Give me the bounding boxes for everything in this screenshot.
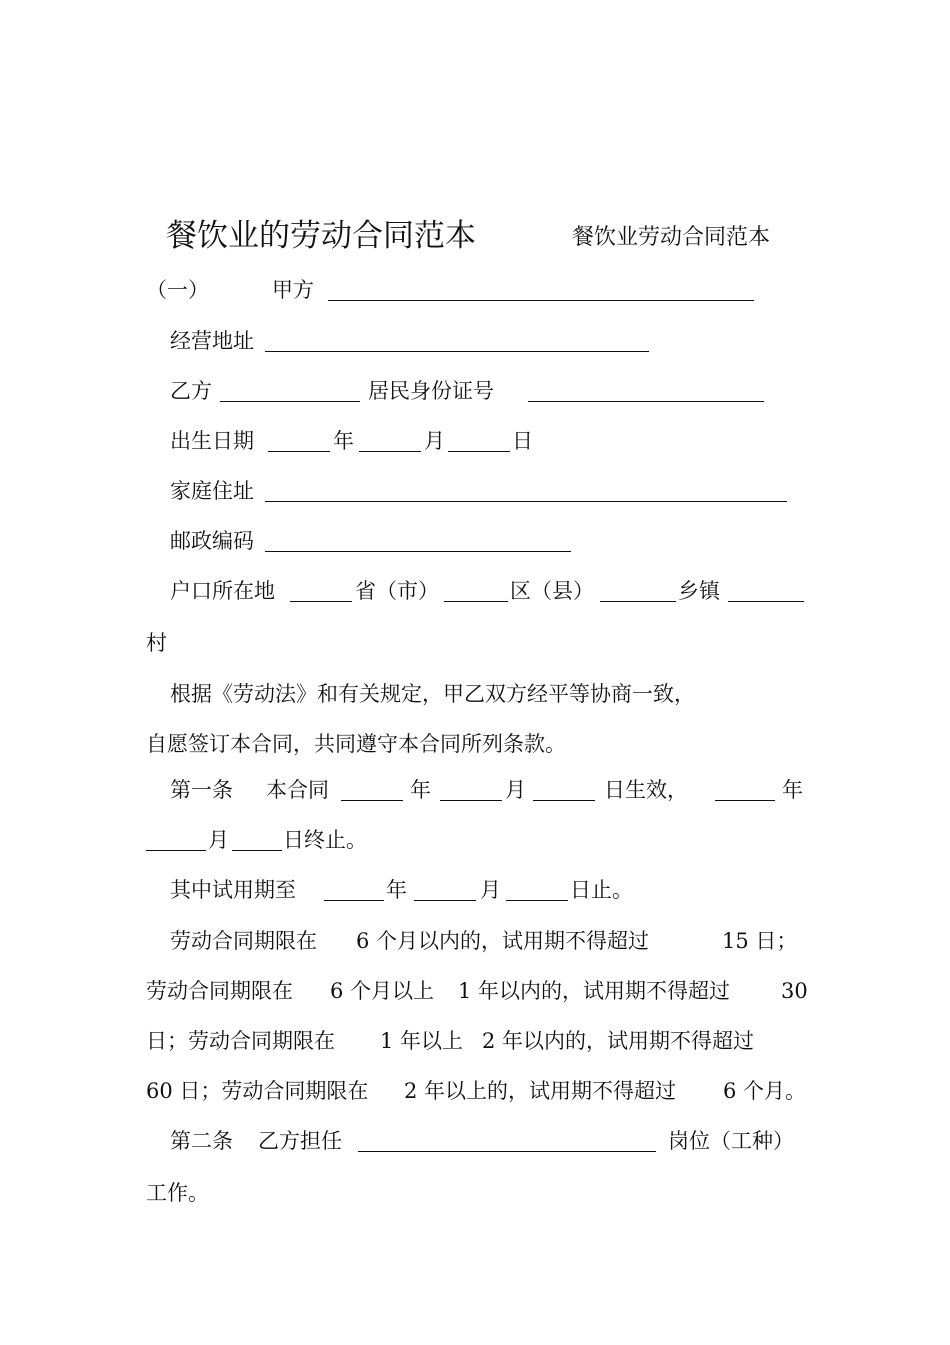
work-label: 工作。	[146, 1181, 209, 1205]
term-clause-2a: 劳动合同期限在	[146, 979, 293, 1003]
birth-year-label: 年	[333, 429, 354, 453]
term-clause-4a: 60 日；劳动合同期限在	[146, 1079, 369, 1103]
preamble-line-2: 自愿签订本合同，共同遵守本合同所列条款。	[146, 732, 566, 756]
home-address-label: 家庭住址	[170, 479, 254, 503]
probation-end-label: 日止。	[570, 878, 633, 902]
term-clause-4c: 6 个月。	[723, 1079, 807, 1103]
term-clause-3b: 1 年以上	[380, 1029, 464, 1053]
term-clause-3c: 2 年以内的，试用期不得超过	[482, 1029, 755, 1053]
probation-year-blank[interactable]	[324, 878, 384, 901]
end-year-blank[interactable]	[715, 778, 775, 801]
term-clause-2b: 6 个月以上	[330, 979, 435, 1003]
probation-label: 其中试用期至	[170, 878, 296, 902]
document-subtitle: 餐饮业劳动合同范本	[572, 225, 771, 250]
party-b-blank[interactable]	[220, 379, 360, 402]
birth-date-label: 出生日期	[170, 429, 254, 453]
term-clause-1b: 6 个月以内的，试用期不得超过	[356, 929, 650, 953]
term-clause-2d: 30	[781, 979, 808, 1003]
postal-code-label: 邮政编码	[170, 529, 254, 553]
start-effective-label: 日生效，	[604, 778, 688, 802]
birth-year-blank[interactable]	[268, 429, 330, 452]
article-1-label: 第一条	[170, 778, 233, 802]
id-number-label: 居民身份证号	[368, 379, 494, 403]
village-label: 村	[146, 631, 167, 655]
term-clause-1c: 15 日；	[722, 929, 798, 953]
province-blank[interactable]	[290, 579, 352, 602]
business-address-label: 经营地址	[170, 329, 254, 353]
end-day-blank[interactable]	[232, 828, 282, 851]
end-month-blank[interactable]	[146, 828, 206, 851]
start-month-blank[interactable]	[440, 778, 502, 801]
household-registration-label: 户口所在地	[170, 579, 275, 603]
district-blank[interactable]	[444, 579, 508, 602]
start-year-blank[interactable]	[341, 778, 403, 801]
term-clause-1a: 劳动合同期限在	[170, 929, 317, 953]
preamble-line-1: 根据《劳动法》和有关规定，甲乙双方经平等协商一致，	[170, 682, 695, 706]
party-b-label: 乙方	[170, 379, 212, 403]
id-number-blank[interactable]	[528, 379, 764, 402]
birth-month-blank[interactable]	[359, 429, 421, 452]
birth-month-label: 月	[424, 429, 445, 453]
district-label: 区（县）	[510, 579, 594, 603]
probation-day-blank[interactable]	[506, 878, 568, 901]
end-month-label: 月	[208, 828, 229, 852]
end-day-label: 日终止。	[283, 828, 367, 852]
birth-day-label: 日	[512, 429, 533, 453]
start-year-label: 年	[410, 778, 431, 802]
term-clause-4b: 2 年以上的，试用期不得超过	[404, 1079, 677, 1103]
term-clause-2c: 1 年以内的，试用期不得超过	[458, 979, 731, 1003]
article-2-label: 第二条	[170, 1129, 233, 1153]
township-blank[interactable]	[600, 579, 676, 602]
village-blank[interactable]	[728, 579, 804, 602]
position-label: 乙方担任	[258, 1129, 342, 1153]
probation-month-blank[interactable]	[414, 878, 476, 901]
party-a-blank[interactable]	[328, 278, 754, 301]
probation-month-label: 月	[480, 878, 501, 902]
section-number: （一）	[146, 278, 209, 302]
home-address-blank[interactable]	[265, 479, 787, 502]
province-label: 省（市）	[355, 579, 439, 603]
end-year-label: 年	[782, 778, 803, 802]
job-type-label: 岗位（工种）	[668, 1129, 794, 1153]
business-address-blank[interactable]	[265, 329, 649, 352]
party-a-label: 甲方	[272, 278, 314, 302]
birth-day-blank[interactable]	[448, 429, 510, 452]
position-blank[interactable]	[358, 1129, 656, 1152]
township-label: 乡镇	[678, 579, 720, 603]
probation-year-label: 年	[386, 878, 407, 902]
start-day-blank[interactable]	[533, 778, 595, 801]
document-title: 餐饮业的劳动合同范本	[166, 218, 476, 254]
postal-code-blank[interactable]	[265, 529, 571, 552]
start-month-label: 月	[505, 778, 526, 802]
term-clause-3a: 日；劳动合同期限在	[146, 1029, 335, 1053]
article-1-contract: 本合同	[266, 778, 329, 802]
